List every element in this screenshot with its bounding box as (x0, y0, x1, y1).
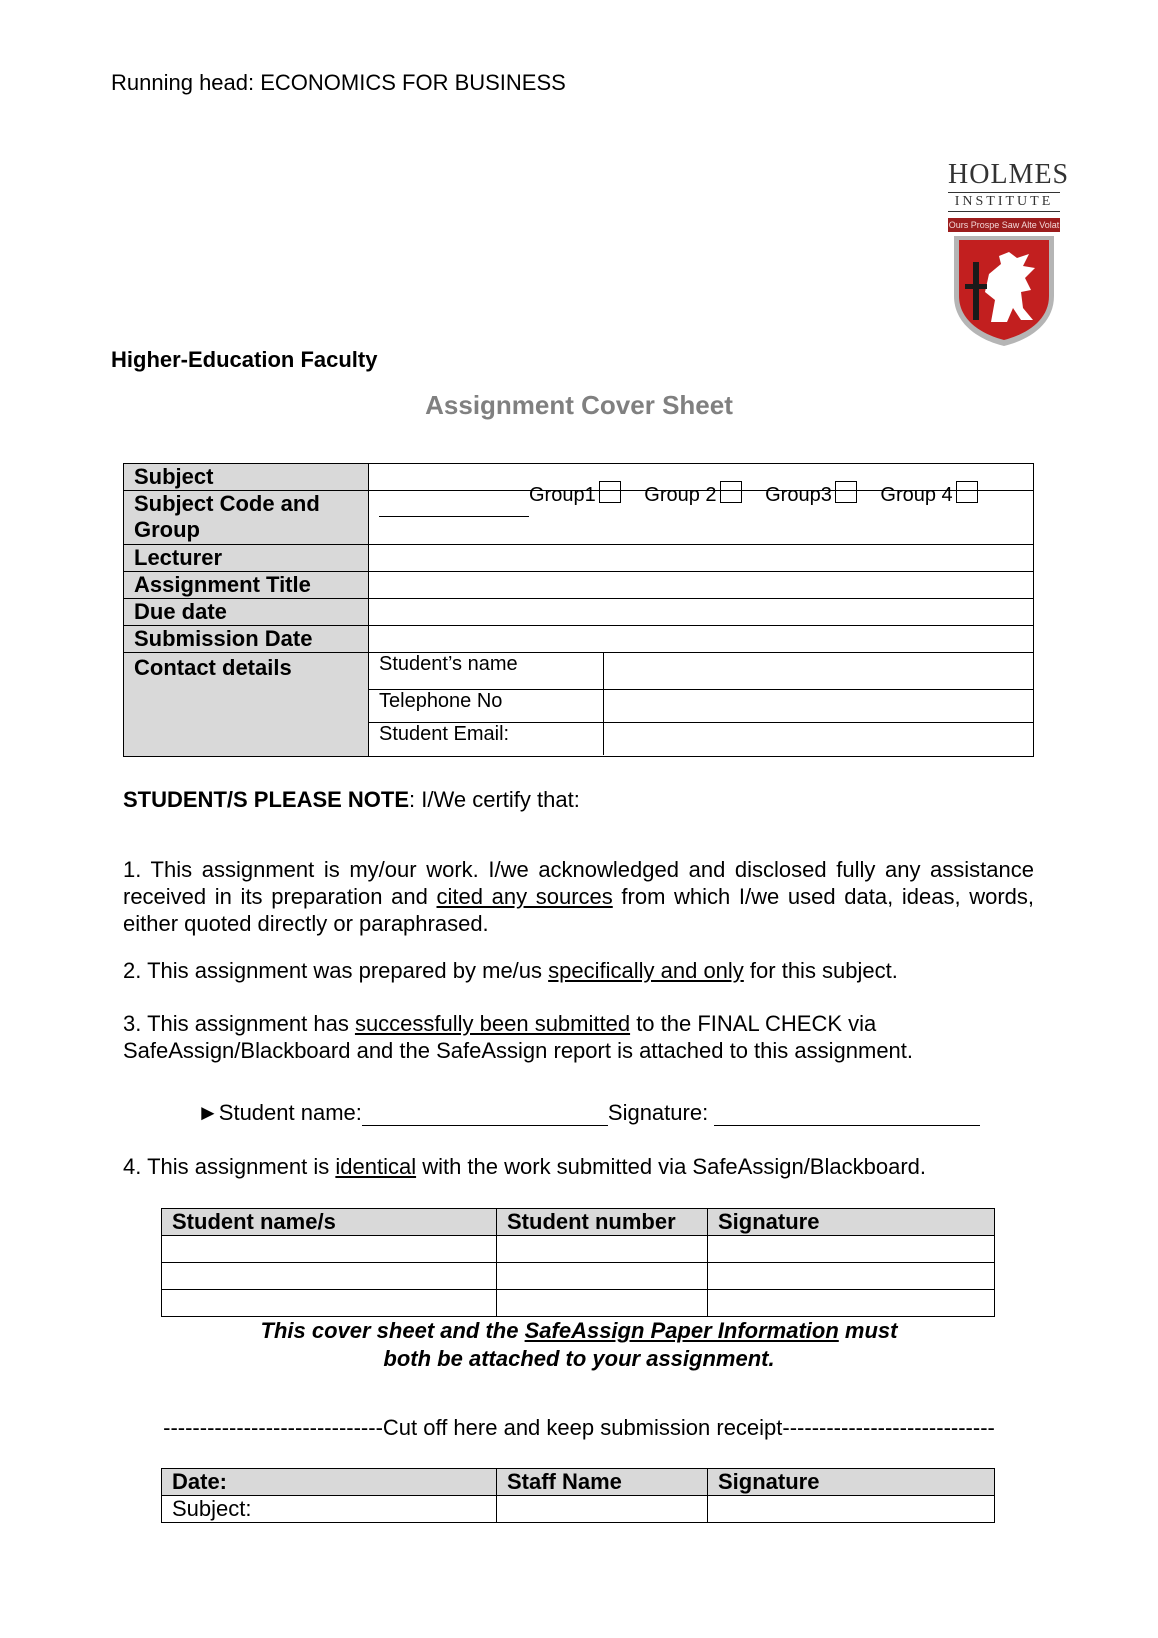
holmes-logo (948, 159, 1070, 348)
signature-blank[interactable] (714, 1103, 980, 1126)
receipt-staff-header: Staff Name (497, 1469, 708, 1496)
arrow-icon: ► (197, 1100, 219, 1125)
email-field[interactable] (604, 722, 1034, 755)
certify-point-2: 2. This assignment was prepared by me/us specifically and only for this subject. (123, 958, 898, 983)
due-date-label: Due date (124, 599, 369, 626)
subject-code-underline (379, 516, 529, 517)
group-2[interactable]: Group 2 (644, 481, 741, 507)
logo-subtitle: INSTITUTE (948, 192, 1060, 212)
student-signature-line (197, 1100, 980, 1126)
certify-point-4: 4. This assignment is identical with the work submitted via SafeAssign/Blackboard. (123, 1154, 926, 1179)
student-number-header: Student number (497, 1209, 708, 1236)
email-label: Student Email: (369, 722, 604, 755)
group-3[interactable]: Group3 (765, 481, 857, 507)
group-4-checkbox[interactable] (956, 481, 978, 503)
submission-date-field[interactable] (369, 626, 1034, 653)
running-head: Running head: ECONOMICS FOR BUSINESS (111, 70, 566, 95)
contact-subtable (369, 653, 1033, 755)
telephone-field[interactable] (604, 689, 1034, 722)
student-note: STUDENT/S PLEASE NOTE: I/We certify that: (123, 787, 580, 812)
table-row (162, 1290, 995, 1317)
student-name-field[interactable] (604, 653, 1034, 689)
group-checkboxes (529, 481, 996, 507)
cover-form-table (123, 463, 1034, 757)
lecturer-field[interactable] (369, 545, 1034, 572)
receipt-date-header: Date: (162, 1469, 497, 1496)
group-3-checkbox[interactable] (835, 481, 857, 503)
group-2-checkbox[interactable] (720, 481, 742, 503)
subject-code-label: Subject Code and Group (124, 491, 369, 545)
student-name-label: Student’s name (369, 653, 604, 689)
student-name-blank[interactable] (362, 1103, 608, 1126)
cover-sheet-note: This cover sheet and the SafeAssign Paper Information must both be attached to your assignment. (260, 1318, 898, 1371)
certify-point-3: 3. This assignment has successfully been submitted to the FINAL CHECK via SafeAssign/Blackboard and the SafeAssign report is attached to this assignment. (123, 1011, 914, 1063)
assignment-title-field[interactable] (369, 572, 1034, 599)
receipt-signature-header: Signature (708, 1469, 995, 1496)
group-overline (529, 490, 999, 491)
receipt-table (161, 1468, 995, 1523)
assignment-title-label: Assignment Title (124, 572, 369, 599)
signature-label: Signature: (607, 1100, 715, 1125)
cutoff-line: ------------------------------Cut off here and keep submission receipt----------------------------- (163, 1415, 995, 1440)
student-name-sig-label: Student name: (218, 1100, 362, 1125)
group-4[interactable]: Group 4 (880, 481, 977, 507)
griffin-shield-icon (951, 234, 1057, 348)
signature-header: Signature (708, 1209, 995, 1236)
subject-label: Subject (124, 464, 369, 491)
group-1-checkbox[interactable] (599, 481, 621, 503)
contact-details-cell (369, 653, 1034, 757)
student-names-header: Student name/s (162, 1209, 497, 1236)
page-title: Assignment Cover Sheet (425, 390, 733, 420)
submission-date-label: Submission Date (124, 626, 369, 653)
table-row (162, 1496, 995, 1523)
telephone-label: Telephone No (369, 689, 604, 722)
student-table (161, 1208, 995, 1317)
contact-details-label: Contact details (124, 653, 369, 757)
lecturer-label: Lecturer (124, 545, 369, 572)
logo-motto: Ours Prospe Saw Alte Volat (948, 220, 1060, 230)
faculty-heading: Higher-Education Faculty (111, 347, 378, 372)
certify-point-1: 1. This assignment is my/our work. I/we acknowledged and disclosed fully any assistance received in its preparation and cited any sources from which I/we used data, ideas, words, either quoted directly or paraphrased. (123, 857, 1034, 936)
table-row (162, 1236, 995, 1263)
table-row (162, 1263, 995, 1290)
logo-wordmark: HOLMES (948, 159, 1070, 190)
receipt-subject-cell[interactable]: Subject: (162, 1496, 497, 1523)
due-date-field[interactable] (369, 599, 1034, 626)
group-1[interactable]: Group1 (529, 481, 621, 507)
